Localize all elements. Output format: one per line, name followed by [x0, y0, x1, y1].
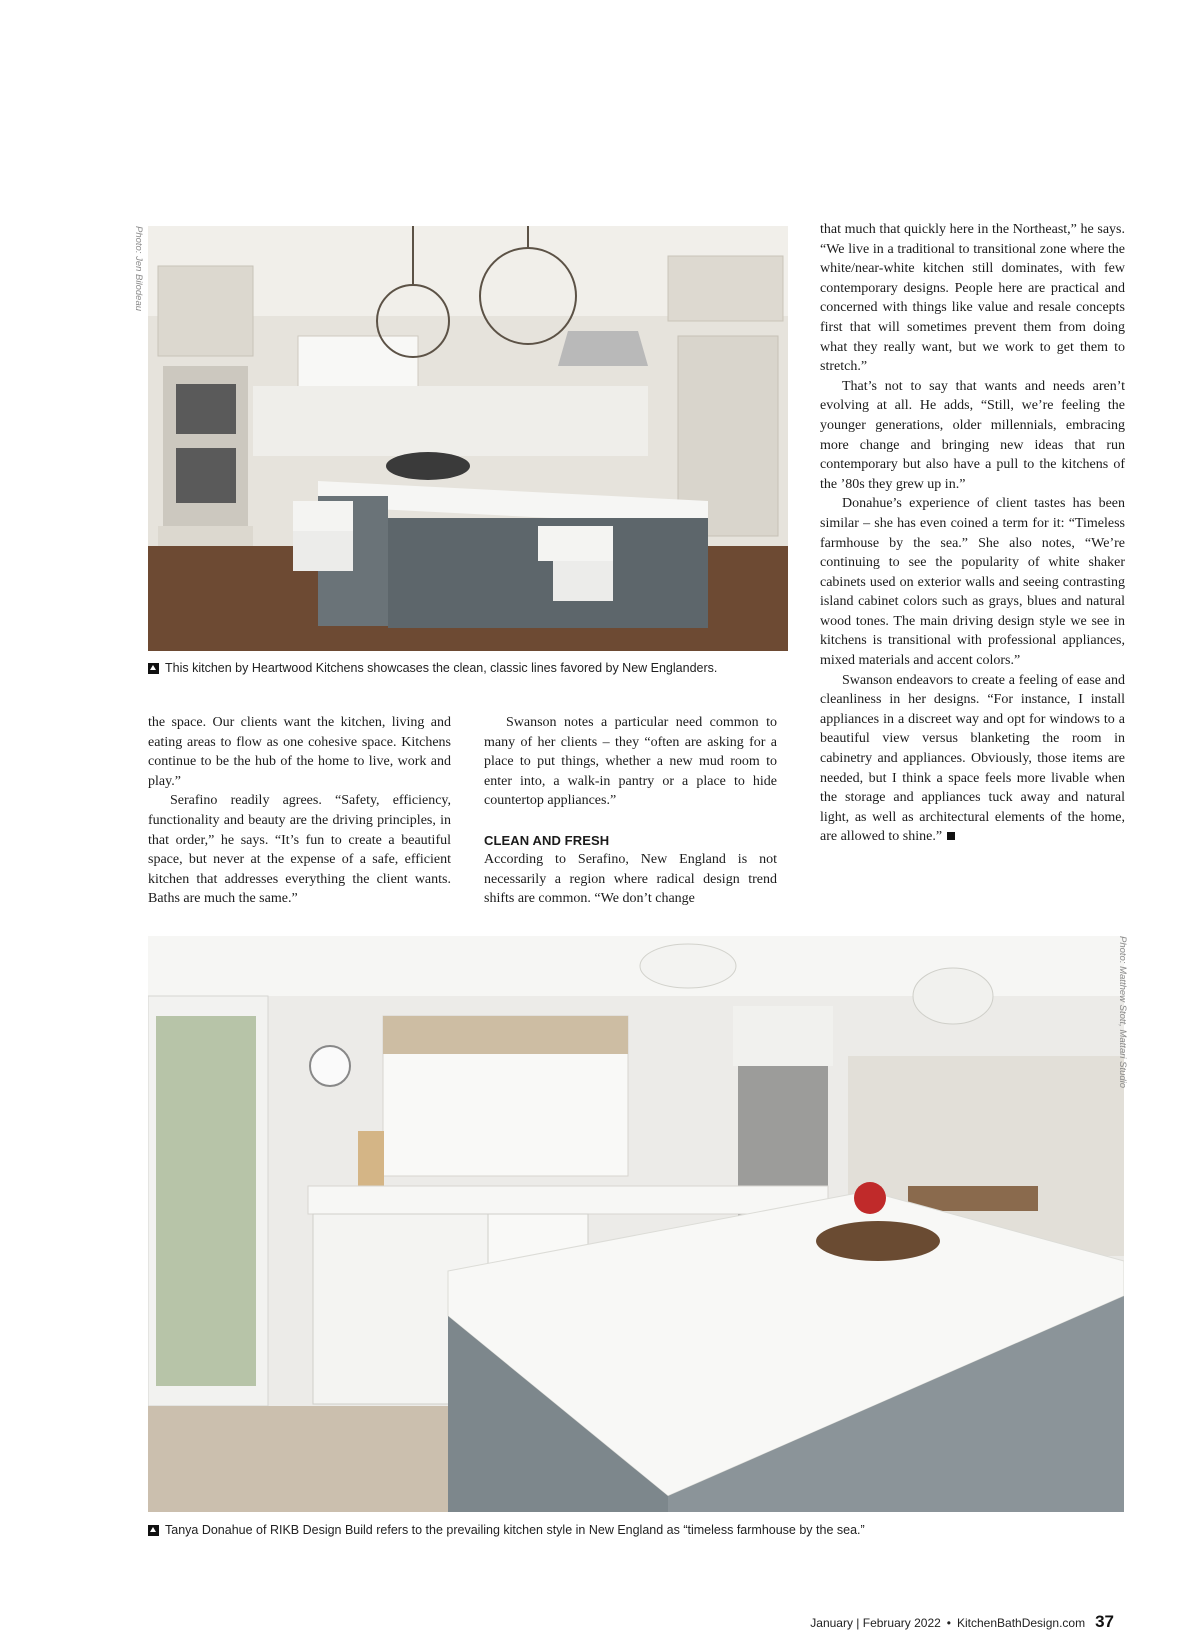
col1-paragraph-2: Serafino readily agrees. “Safety, efficiency, functionality and beauty are the driving principles, in that order,” he says. “It’s fun to create a beautiful space, but never at the expense of a safe, efficient kitchen that addresses everything the client wants. Baths are much the same.” — [148, 793, 451, 907]
top-caption-text: This kitchen by Heartwood Kitchens showcases the clean, classic lines favored by New Englanders. — [165, 661, 718, 675]
col2-paragraph-2: According to Serafino, New England is not necessarily a region where radical design trend shifts are common. “We don’t change — [484, 852, 777, 907]
top-kitchen-photo — [148, 226, 788, 651]
footer-separator: • — [946, 1616, 951, 1630]
col3-paragraph-4: Swanson endeavors to create a feeling of ease and cleanliness in her designs. “For instance, I install appliances in a discreet way and opt for windows to a beautiful view versus blanketing the room in cabinetry and appliances. Obviously, those items are needed, but I think a space feels more livable when the storage and appliances tuck away and natural light, as well as architectural elements of the home, are allowed to shine.” — [820, 672, 1125, 845]
bottom-caption-text: Tanya Donahue of RIKB Design Build refers to the prevailing kitchen style in New England as “timeless farmhouse by the sea.” — [165, 1523, 865, 1537]
page-footer — [810, 1612, 1114, 1632]
col2-paragraph-1: Swanson notes a particular need common to many of her clients – they “often are asking for a place to put things, whether a new mud room to enter into, a walk-in pantry or a place to hide countertop appliances.” — [484, 715, 777, 809]
col3-paragraph-2: That’s not to say that wants and needs aren’t evolving at all. He adds, “Still, we’re feeling the younger generations, older millennials, embracing more change and bringing new ideas that run contemporary but also have a pull to the kitchens of the ’80s they grew up in.” — [820, 378, 1125, 492]
bottom-kitchen-photo — [148, 936, 1124, 1512]
article-column-1 — [148, 713, 451, 909]
website: KitchenBathDesign.com — [957, 1616, 1086, 1630]
col1-paragraph-1: the space. Our clients want the kitchen, living and eating areas to flow as one cohesive space. Kitchens continue to be the hub of the home to live, work and play.” — [148, 715, 451, 789]
end-of-article-icon — [947, 832, 955, 840]
article-column-2 — [484, 713, 777, 909]
top-photo-credit: Photo: Jen Bilodeau — [133, 226, 144, 312]
section-heading: CLEAN AND FRESH — [484, 832, 610, 848]
caption-arrow-icon — [148, 1525, 159, 1536]
caption-arrow-icon — [148, 663, 159, 674]
col3-paragraph-3: Donahue’s experience of client tastes has been similar – she has even coined a term for it: “Timeless farmhouse by the sea.” She also notes, “We’re continuing to see the popularity of white shaker cabinets used on exterior walls and seeing contrasting island cabinet colors such as grays, blues and natural wood tones. The main driving design style we see in kitchens is transitional with professional appliances, mixed materials and accent colors.” — [820, 496, 1125, 669]
bottom-photo-credit: Photo: Matthew Stott, Mattari Studio — [1117, 936, 1128, 1089]
col3-paragraph-1: that much that quickly here in the Northeast,” he says. “We live in a traditional to transitional zone where the white/near-white kitchen still dominates, with few contemporary designs. People here are practical and concerned with things like value and resale concepts first that will sometimes prevent them from doing what they really want, but we work to get them to stretch.” — [820, 222, 1125, 375]
page-number: 37 — [1095, 1612, 1114, 1631]
top-photo-caption — [148, 661, 717, 675]
bottom-photo-caption — [148, 1523, 865, 1537]
article-column-3 — [820, 220, 1125, 847]
issue-date: January | February 2022 — [810, 1616, 941, 1630]
